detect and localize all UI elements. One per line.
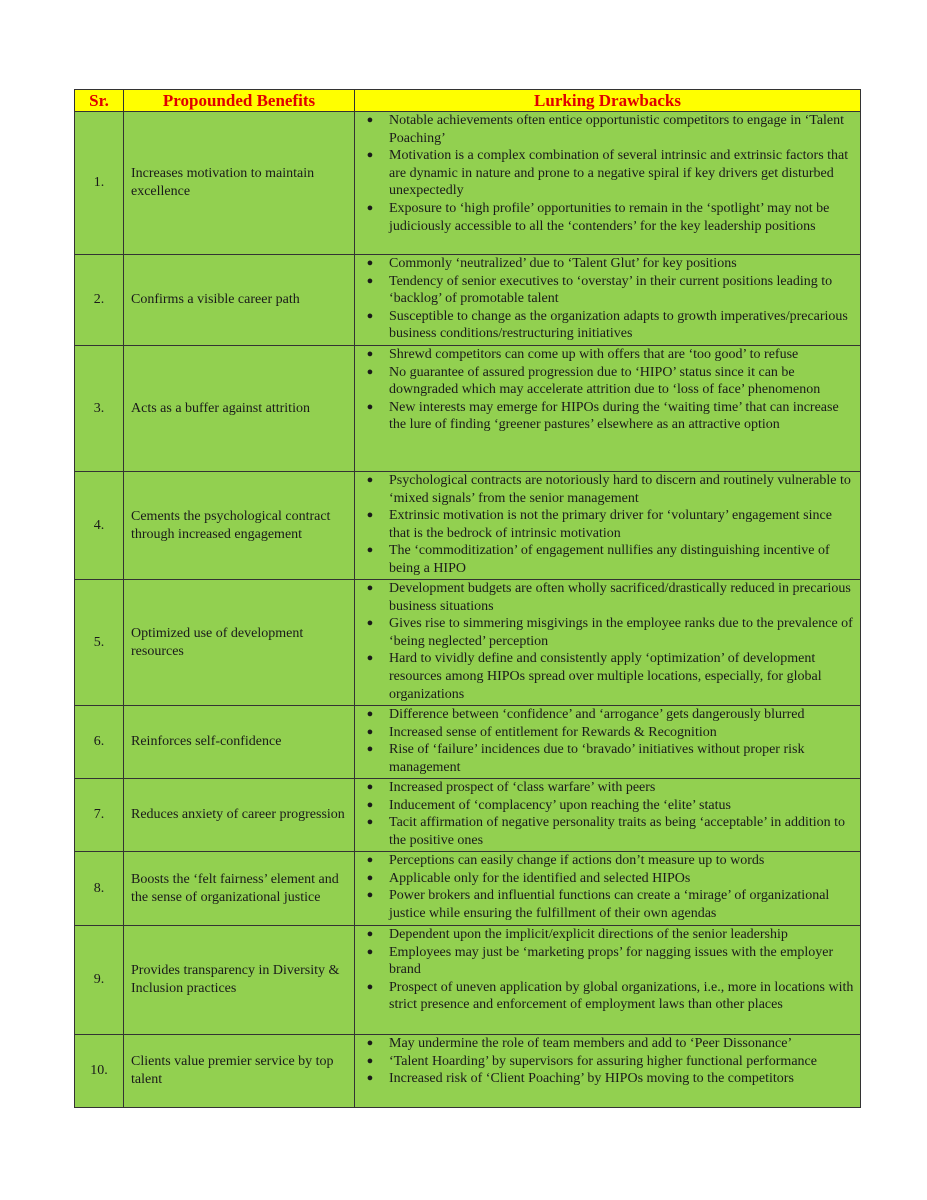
drawback-text: Hard to vividly define and consistently apply ‘optimization’ of development resources among HIPOs spread over multiple locations, especially, for global organizations — [389, 651, 822, 702]
benefits-drawbacks-table — [74, 89, 861, 1108]
drawback-item — [355, 741, 854, 776]
drawback-text: Increased risk of ‘Client Poaching’ by HIPOs moving to the competitors — [389, 1071, 794, 1087]
drawback-item — [355, 887, 854, 922]
row-benefit: Increases motivation to maintain excellence — [124, 112, 355, 255]
table-row — [75, 852, 861, 926]
bullet-icon: ● — [366, 114, 374, 126]
bullet-icon: ● — [366, 725, 374, 738]
row-drawbacks — [355, 926, 861, 1035]
drawback-item — [355, 797, 854, 815]
drawback-item — [355, 580, 854, 615]
bullet-icon: ● — [366, 201, 374, 214]
drawbacks-list — [355, 1035, 860, 1088]
row-serial-number: 3. — [75, 346, 124, 472]
table-row — [75, 472, 861, 580]
drawback-item — [355, 364, 854, 399]
drawback-text: Tendency of senior executives to ‘overstay’ in their current positions leading to ‘backlog’ of promotable talent — [389, 273, 833, 307]
table-row — [75, 779, 861, 852]
bullet-icon: ● — [366, 871, 374, 884]
bullet-icon: ● — [366, 889, 374, 902]
bullet-icon: ● — [366, 798, 374, 811]
row-drawbacks — [355, 255, 861, 346]
drawback-text: Shrewd competitors can come up with offers that are ‘too good’ to refuse — [389, 347, 799, 362]
bullet-icon: ● — [366, 544, 374, 557]
row-drawbacks — [355, 1035, 861, 1108]
drawback-item — [355, 200, 854, 235]
drawback-item — [355, 979, 854, 1014]
bullet-icon: ● — [366, 474, 374, 486]
table-row — [75, 255, 861, 346]
drawback-text: Perceptions can easily change if actions don’t measure up to words — [389, 853, 765, 868]
bullet-icon: ● — [366, 708, 374, 720]
drawback-text: Commonly ‘neutralized’ due to ‘Talent Glut’ for key positions — [389, 256, 737, 271]
drawbacks-list — [355, 346, 860, 434]
drawback-text: New interests may emerge for HIPOs during the ‘waiting time’ that can increase the lure of finding ‘greener pastures’ elsewhere as an attractive option — [389, 399, 839, 433]
drawback-item — [355, 852, 854, 870]
bullet-icon: ● — [366, 309, 374, 322]
drawback-text: Psychological contracts are notoriously hard to discern and routinely vulnerable to ‘mixed signals’ from the senior management — [389, 473, 851, 506]
drawback-item — [355, 308, 854, 343]
header-benefits: Propounded Benefits — [124, 90, 355, 112]
table-row — [75, 926, 861, 1035]
bullet-icon: ● — [366, 652, 374, 665]
drawbacks-list — [355, 255, 860, 343]
header-drawbacks: Lurking Drawbacks — [355, 90, 861, 112]
drawback-item — [355, 399, 854, 434]
row-benefit: Acts as a buffer against attrition — [124, 346, 355, 472]
drawback-item — [355, 542, 854, 577]
table-header — [75, 90, 861, 112]
drawback-text: Dependent upon the implicit/explicit directions of the senior leadership — [389, 927, 788, 942]
row-serial-number: 10. — [75, 1035, 124, 1108]
row-serial-number: 9. — [75, 926, 124, 1035]
row-benefit: Clients value premier service by top talent — [124, 1035, 355, 1108]
drawback-text: Gives rise to simmering misgivings in the employee ranks due to the prevalence of ‘being neglected’ perception — [389, 616, 853, 649]
drawback-text: Employees may just be ‘marketing props’ for nagging issues with the employer brand — [389, 944, 834, 978]
drawback-item — [355, 615, 854, 650]
row-benefit: Reduces anxiety of career progression — [124, 779, 355, 852]
drawback-text: Development budgets are often wholly sacrificed/drastically reduced in precarious business situations — [389, 581, 851, 614]
table-row — [75, 580, 861, 706]
drawback-text: Tacit affirmation of negative personality traits as being ‘acceptable’ in addition to the positive ones — [389, 815, 846, 848]
row-benefit: Boosts the ‘felt fairness’ element and the sense of organizational justice — [124, 852, 355, 926]
drawback-text: The ‘commoditization’ of engagement nullifies any distinguishing incentive of being a HIPO — [389, 543, 830, 576]
bullet-icon: ● — [366, 1072, 374, 1085]
row-serial-number: 4. — [75, 472, 124, 580]
drawbacks-list — [355, 852, 860, 922]
row-serial-number: 1. — [75, 112, 124, 255]
bullet-icon: ● — [366, 1054, 374, 1067]
drawback-item — [355, 870, 854, 888]
row-serial-number: 2. — [75, 255, 124, 346]
drawbacks-list — [355, 580, 860, 703]
row-drawbacks — [355, 580, 861, 706]
row-benefit: Cements the psychological contract through increased engagement — [124, 472, 355, 580]
bullet-icon: ● — [366, 365, 374, 378]
table-row — [75, 346, 861, 472]
drawback-text: Increased prospect of ‘class warfare’ with peers — [389, 780, 656, 795]
drawback-item — [355, 346, 854, 364]
row-benefit: Provides transparency in Diversity & Inclusion practices — [124, 926, 355, 1035]
drawback-item — [355, 507, 854, 542]
bullet-icon: ● — [366, 149, 374, 162]
drawback-item — [355, 147, 854, 200]
drawback-text: May undermine the role of team members and add to ‘Peer Dissonance’ — [389, 1036, 793, 1051]
header-row — [75, 90, 861, 112]
drawback-item — [355, 472, 854, 507]
drawbacks-list — [355, 779, 860, 849]
drawback-item — [355, 255, 854, 273]
drawback-text: Susceptible to change as the organization adapts to growth imperatives/precarious business conditions/restructuring initiatives — [389, 308, 848, 342]
drawback-item — [355, 1053, 854, 1071]
row-serial-number: 6. — [75, 706, 124, 779]
bullet-icon: ● — [366, 816, 374, 829]
drawback-text: No guarantee of assured progression due to ‘HIPO’ status since it can be downgraded which may accelerate attrition due to ‘loss of face’ phenomenon — [389, 364, 821, 398]
bullet-icon: ● — [366, 928, 374, 940]
bullet-icon: ● — [366, 582, 374, 594]
row-benefit: Confirms a visible career path — [124, 255, 355, 346]
drawback-text: Inducement of ‘complacency’ upon reaching the ‘elite’ status — [389, 797, 731, 813]
row-benefit: Reinforces self-confidence — [124, 706, 355, 779]
drawback-item — [355, 273, 854, 308]
drawback-item — [355, 944, 854, 979]
drawback-text: ‘Talent Hoarding’ by supervisors for assuring higher functional performance — [389, 1053, 817, 1069]
table-row — [75, 706, 861, 779]
row-drawbacks — [355, 706, 861, 779]
drawback-text: Notable achievements often entice opportunistic competitors to engage in ‘Talent Poaching’ — [389, 113, 845, 146]
bullet-icon: ● — [366, 617, 374, 630]
bullet-icon: ● — [366, 274, 374, 287]
drawback-item — [355, 706, 854, 724]
bullet-icon: ● — [366, 854, 374, 866]
table-row — [75, 112, 861, 255]
row-drawbacks — [355, 472, 861, 580]
drawback-text: Increased sense of entitlement for Rewards & Recognition — [389, 724, 717, 740]
drawbacks-list — [355, 472, 860, 578]
bullet-icon: ● — [366, 980, 374, 993]
bullet-icon: ● — [366, 257, 374, 269]
row-benefit: Optimized use of development resources — [124, 580, 355, 706]
row-serial-number: 8. — [75, 852, 124, 926]
drawback-item — [355, 1070, 854, 1088]
drawback-text: Prospect of uneven application by global organizations, i.e., more in locations with strict presence and enforcement of employment laws than other places — [389, 979, 854, 1013]
drawback-item — [355, 112, 854, 147]
bullet-icon: ● — [366, 400, 374, 413]
drawback-text: Motivation is a complex combination of several intrinsic and extrinsic factors that are dynamic in nature and prone to a negative spiral if key drivers get disturbed unexpectedly — [389, 148, 849, 199]
drawback-text: Difference between ‘confidence’ and ‘arrogance’ gets dangerously blurred — [389, 707, 805, 722]
benefits-drawbacks-table-container — [74, 89, 860, 1108]
drawback-text: Rise of ‘failure’ incidences due to ‘bravado’ initiatives without proper risk management — [389, 742, 805, 775]
drawback-text: Extrinsic motivation is not the primary driver for ‘voluntary’ engagement since that is the bedrock of intrinsic motivation — [389, 508, 832, 541]
drawback-item — [355, 926, 854, 944]
drawback-item — [355, 814, 854, 849]
drawback-text: Power brokers and influential functions can create a ‘mirage’ of organizational justice while ensuring the fulfillment of their own agendas — [389, 888, 830, 921]
table-row — [75, 1035, 861, 1108]
row-drawbacks — [355, 779, 861, 852]
bullet-icon: ● — [366, 1037, 374, 1049]
drawback-text: Applicable only for the identified and selected HIPOs — [389, 870, 691, 886]
row-drawbacks — [355, 852, 861, 926]
header-sr: Sr. — [75, 90, 124, 112]
drawbacks-list — [355, 112, 860, 235]
bullet-icon: ● — [366, 781, 374, 793]
bullet-icon: ● — [366, 945, 374, 958]
bullet-icon: ● — [366, 509, 374, 522]
row-serial-number: 7. — [75, 779, 124, 852]
drawback-item — [355, 724, 854, 742]
drawbacks-list — [355, 926, 860, 1014]
drawbacks-list — [355, 706, 860, 776]
drawback-item — [355, 1035, 854, 1053]
row-drawbacks — [355, 346, 861, 472]
drawback-text: Exposure to ‘high profile’ opportunities to remain in the ‘spotlight’ may not be judiciously accessible to all the ‘contenders’ for the key leadership positions — [389, 200, 830, 234]
bullet-icon: ● — [366, 743, 374, 756]
row-drawbacks — [355, 112, 861, 255]
row-serial-number: 5. — [75, 580, 124, 706]
drawback-item — [355, 650, 854, 703]
bullet-icon: ● — [366, 348, 374, 360]
table-body — [75, 112, 861, 1108]
drawback-item — [355, 779, 854, 797]
